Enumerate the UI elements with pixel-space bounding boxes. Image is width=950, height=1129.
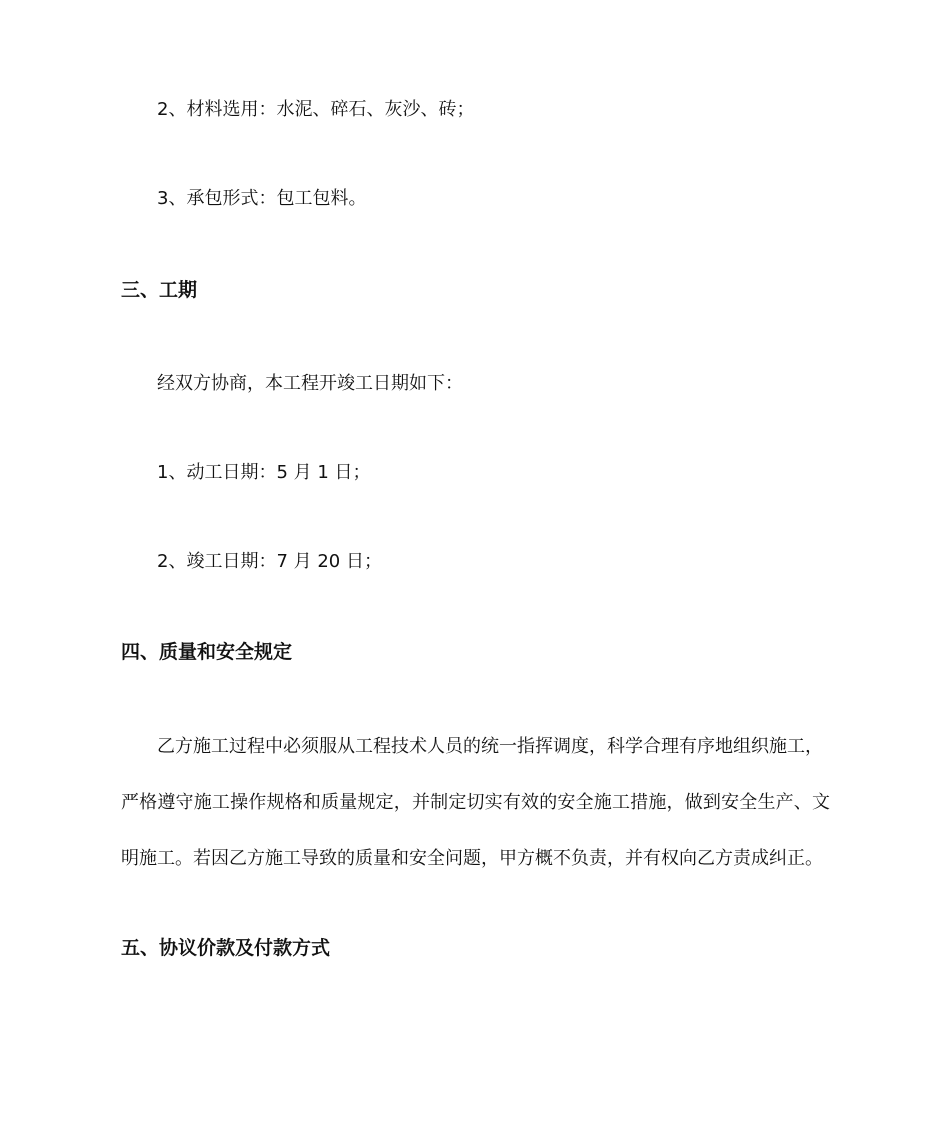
item-contract-form: 3、承包形式：包工包料。 — [157, 188, 367, 209]
section5-heading: 五、协议价款及付款方式 — [121, 937, 331, 959]
section4-paragraph-line-2: 严格遵守施工操作规格和质量规定，并制定切实有效的安全施工措施，做到安全生产、文 — [121, 792, 830, 813]
section4-heading: 四、质量和安全规定 — [121, 641, 293, 663]
section4-paragraph-line-3: 明施工。若因乙方施工导致的质量和安全问题，甲方概不负责，并有权向乙方责成纠正。 — [121, 848, 823, 869]
section3-intro: 经双方协商，本工程开竣工日期如下： — [157, 373, 463, 394]
section4-paragraph-line-1: 乙方施工过程中必须服从工程技术人员的统一指挥调度，科学合理有序地组织施工， — [157, 736, 823, 757]
section3-end-date: 2、竣工日期：7 月 20 日； — [157, 551, 382, 572]
item-materials: 2、材料选用：水泥、碎石、灰沙、砖； — [157, 99, 475, 120]
section3-heading: 三、工期 — [121, 279, 198, 301]
section3-start-date: 1、动工日期：5 月 1 日； — [157, 462, 371, 483]
